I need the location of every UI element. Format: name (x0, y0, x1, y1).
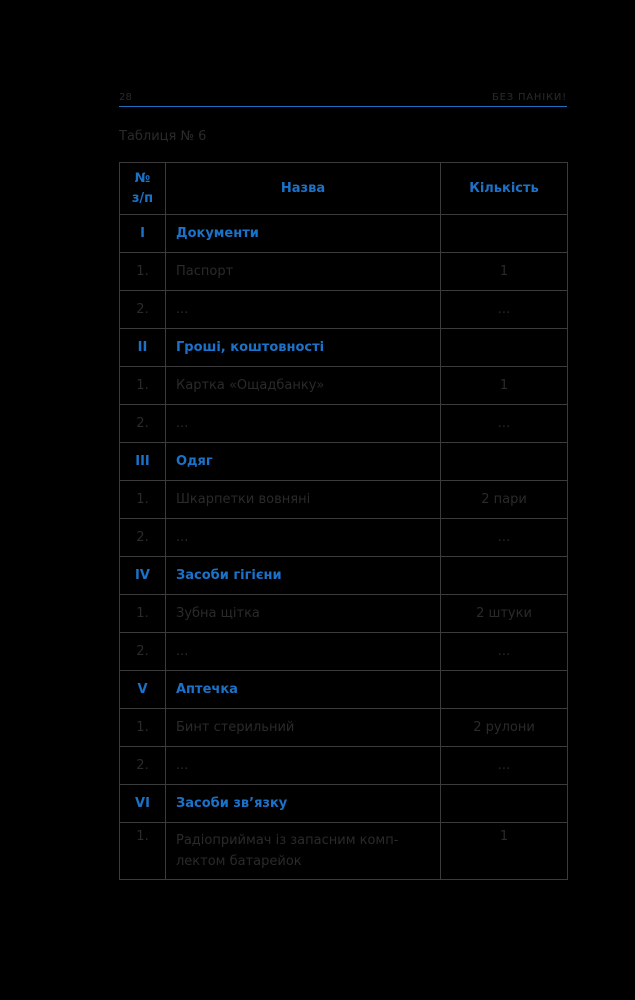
header-number-symbol: № (134, 170, 151, 186)
item-quantity: ... (441, 405, 568, 443)
section-row-communication (120, 785, 568, 823)
item-quantity: ... (441, 747, 568, 785)
section-title: Одяг (166, 443, 441, 481)
section-title: Засоби гігієни (166, 557, 441, 595)
item-name: ... (166, 519, 441, 557)
table-header-row (120, 163, 568, 215)
table-row (120, 253, 568, 291)
item-number: 2. (120, 405, 166, 443)
table-row (120, 367, 568, 405)
section-row-hygiene (120, 557, 568, 595)
item-name: ... (166, 291, 441, 329)
item-number: 2. (120, 519, 166, 557)
page-number: 28 (119, 92, 133, 103)
section-quantity-cell (441, 557, 568, 595)
table-row (120, 481, 568, 519)
item-name: Зубна щітка (166, 595, 441, 633)
item-name: Радіоприймач із запасним комп-лектом батарейок (166, 823, 441, 880)
item-quantity: ... (441, 633, 568, 671)
table-row (120, 709, 568, 747)
section-quantity-cell (441, 443, 568, 481)
table-row (120, 633, 568, 671)
table-row (120, 291, 568, 329)
header-rule (119, 106, 567, 107)
item-quantity: 2 пари (441, 481, 568, 519)
section-quantity-cell (441, 671, 568, 709)
section-quantity-cell (441, 785, 568, 823)
section-title: Гроші, коштовності (166, 329, 441, 367)
table-row (120, 595, 568, 633)
item-name: Картка «Ощадбанку» (166, 367, 441, 405)
item-quantity: 1 (441, 823, 568, 880)
table-row (120, 823, 568, 880)
header-quantity: Кількість (441, 163, 568, 215)
item-quantity: 2 рулони (441, 709, 568, 747)
section-title: Документи (166, 215, 441, 253)
section-numeral: II (120, 329, 166, 367)
item-name: ... (166, 633, 441, 671)
table-row (120, 747, 568, 785)
section-numeral: VI (120, 785, 166, 823)
item-quantity: 2 штуки (441, 595, 568, 633)
header-number (120, 163, 166, 215)
item-number: 2. (120, 747, 166, 785)
item-name: ... (166, 405, 441, 443)
header-name: Назва (166, 163, 441, 215)
section-quantity-cell (441, 329, 568, 367)
section-quantity-cell (441, 215, 568, 253)
item-number: 1. (120, 709, 166, 747)
item-number: 1. (120, 823, 166, 880)
section-numeral: V (120, 671, 166, 709)
item-name: ... (166, 747, 441, 785)
section-row-first-aid (120, 671, 568, 709)
section-numeral: III (120, 443, 166, 481)
item-quantity: ... (441, 291, 568, 329)
section-numeral: I (120, 215, 166, 253)
item-number: 1. (120, 367, 166, 405)
table-row (120, 405, 568, 443)
section-row-clothing (120, 443, 568, 481)
running-title: БЕЗ ПАНІКИ! (492, 92, 567, 103)
header-number-abbr: з/п (131, 190, 154, 206)
section-numeral: IV (120, 557, 166, 595)
section-title: Засоби зв’язку (166, 785, 441, 823)
supplies-table (119, 162, 568, 880)
item-quantity: ... (441, 519, 568, 557)
table-caption: Таблиця № 6 (119, 129, 207, 144)
item-name: Паспорт (166, 253, 441, 291)
item-number: 2. (120, 291, 166, 329)
item-number: 2. (120, 633, 166, 671)
section-title: Аптечка (166, 671, 441, 709)
item-number: 1. (120, 253, 166, 291)
item-name: Шкарпетки вовняні (166, 481, 441, 519)
table-row (120, 519, 568, 557)
item-name: Бинт стерильний (166, 709, 441, 747)
section-row-money (120, 329, 568, 367)
section-row-documents (120, 215, 568, 253)
item-quantity: 1 (441, 253, 568, 291)
item-number: 1. (120, 481, 166, 519)
item-number: 1. (120, 595, 166, 633)
item-quantity: 1 (441, 367, 568, 405)
